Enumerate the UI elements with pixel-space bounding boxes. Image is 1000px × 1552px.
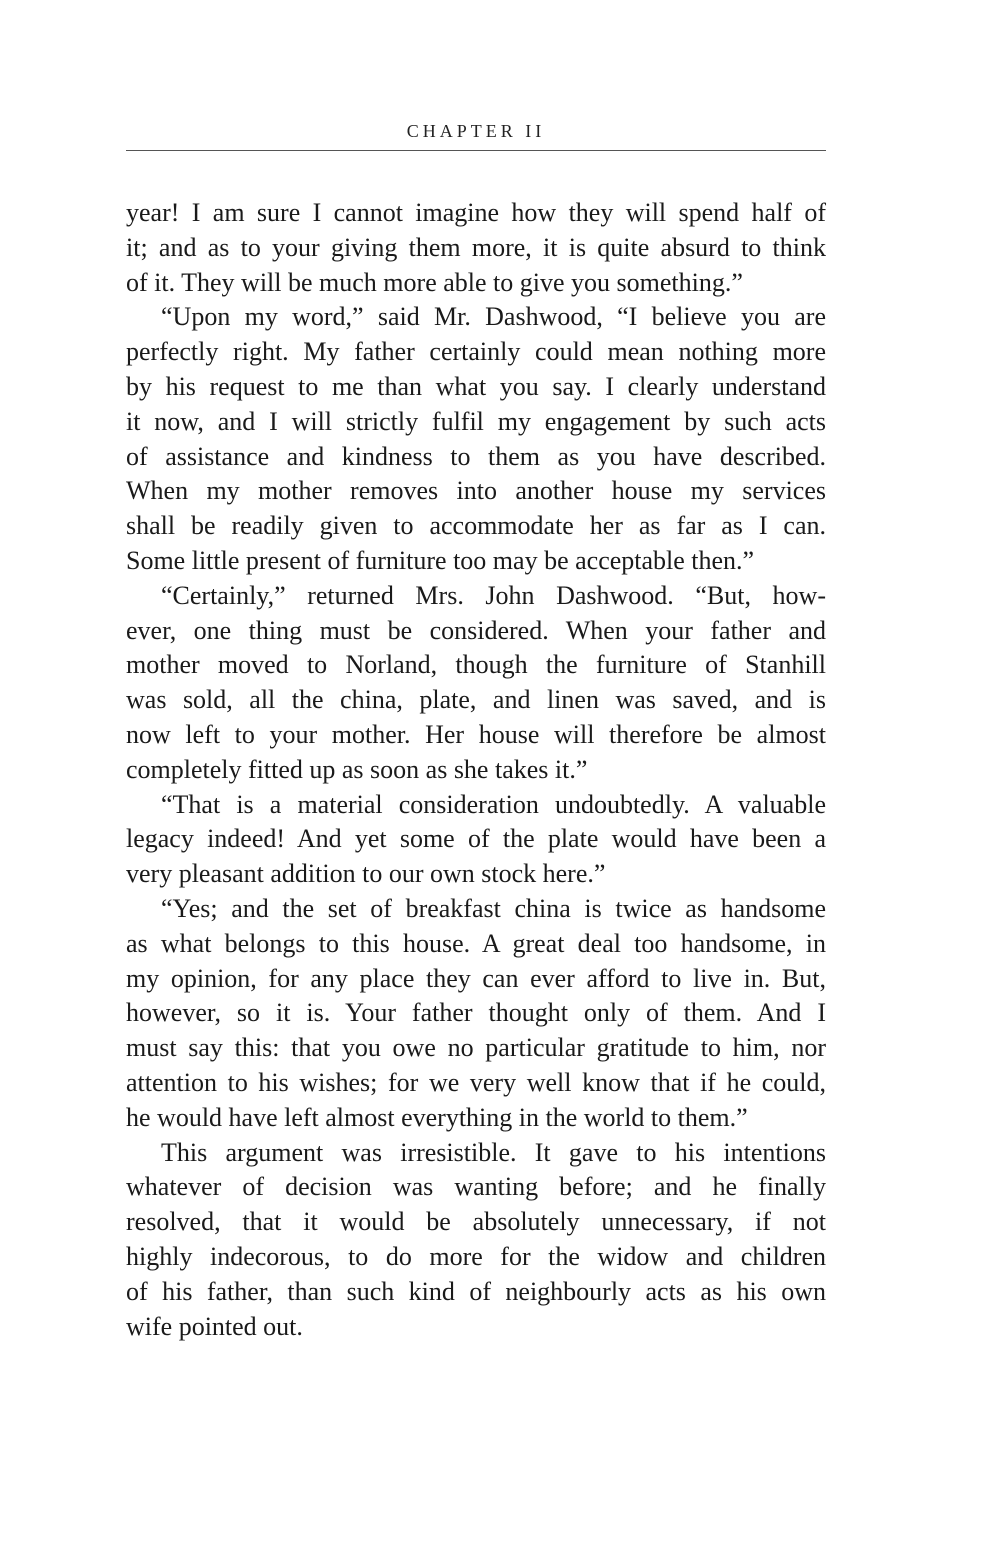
text-line: must say this: that you owe no particular gratitude to him, nor [126, 1033, 826, 1063]
text-line: “Upon my word,” said Mr. Dashwood, “I believe you are [161, 302, 826, 332]
text-line: This argument was irresistible. It gave to his intentions [161, 1137, 826, 1167]
text-line: wife pointed out. [126, 1311, 303, 1341]
paragraph [126, 892, 826, 1136]
paragraph [126, 196, 826, 300]
text-line: it now, and I will strictly fulfil my engagement by such acts [126, 406, 826, 436]
text-line: of it. They will be much more able to give you something.” [126, 267, 743, 297]
paragraph [126, 300, 826, 578]
text-line: “Certainly,” returned Mrs. John Dashwood. “But, how- [161, 580, 826, 610]
text-line: was sold, all the china, plate, and linen was saved, and is [126, 685, 826, 715]
text-line: very pleasant addition to our own stock here.” [126, 859, 606, 889]
text-line: however, so it is. Your father thought only of them. And I [126, 998, 826, 1028]
text-line: of his father, than such kind of neighbourly acts as his own [126, 1276, 826, 1306]
chapter-title: CHAPTER II [406, 121, 546, 141]
text-line: perfectly right. My father certainly could mean nothing more [126, 337, 826, 367]
body-text [126, 196, 826, 1344]
text-line: my opinion, for any place they can ever afford to live in. But, [126, 963, 826, 993]
text-line: highly indecorous, to do more for the widow and children [126, 1241, 826, 1271]
running-header [126, 118, 826, 151]
paragraph [126, 579, 826, 788]
text-line: resolved, that it would be absolutely unnecessary, if not [126, 1207, 826, 1237]
text-line: he would have left almost everything in the world to them.” [126, 1102, 748, 1132]
text-line: whatever of decision was wanting before; and he finally [126, 1172, 826, 1202]
text-line: When my mother removes into another house my services [126, 476, 826, 506]
text-line: legacy indeed! And yet some of the plate would have been a [126, 824, 826, 854]
text-line: ever, one thing must be considered. When your father and [126, 615, 826, 645]
text-line: shall be readily given to accommodate her as far as I can. [126, 511, 826, 541]
text-line: mother moved to Norland, though the furniture of Stanhill [126, 650, 826, 680]
text-line: of assistance and kindness to them as you have described. [126, 441, 826, 471]
text-line: as what belongs to this house. A great deal too handsome, in [126, 928, 826, 958]
text-line: attention to his wishes; for we very well know that if he could, [126, 1067, 826, 1097]
text-line: by his request to me than what you say. I clearly understand [126, 371, 826, 401]
paragraph [126, 788, 826, 892]
text-line: “Yes; and the set of breakfast china is twice as handsome [161, 893, 826, 923]
text-line: it; and as to your giving them more, it is quite absurd to think [126, 232, 826, 262]
text-line: Some little present of furniture too may be acceptable then.” [126, 545, 755, 575]
text-line: “That is a material consideration undoubtedly. A valuable [161, 789, 826, 819]
text-line: completely fitted up as soon as she takes it.” [126, 754, 588, 784]
text-line: year! I am sure I cannot imagine how they will spend half of [126, 198, 826, 227]
paragraph [126, 1136, 826, 1345]
text-line: now left to your mother. Her house will therefore be almost [126, 719, 826, 749]
book-page [126, 0, 826, 1552]
